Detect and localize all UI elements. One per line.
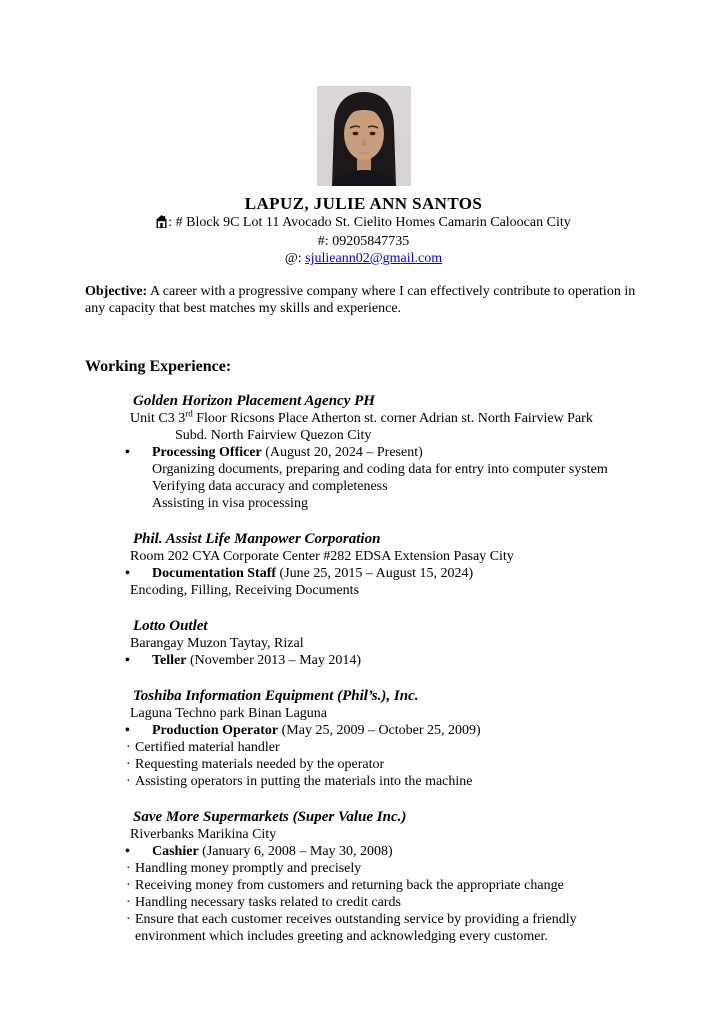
job-role-line (125, 843, 642, 860)
role-period: (August 20, 2024 – Present) (261, 445, 423, 460)
phone-number: 09205847735 (332, 234, 410, 249)
address-line (85, 214, 642, 233)
objective-paragraph (85, 283, 642, 317)
address-prefix: : (168, 215, 173, 230)
bullet-icon (125, 722, 152, 739)
job-section-toshiba (85, 687, 642, 790)
job-section-lotto-outlet (85, 617, 642, 669)
company-address: Barangay Muzon Taytay, Rizal (130, 636, 304, 651)
dot-icon (126, 773, 135, 790)
full-name: LAPUZ, JULIE ANN SANTOS (244, 194, 483, 213)
company-address: Unit C3 3rd Floor Ricsons Place Atherton st. corner Adrian st. North Fairview Park (130, 408, 593, 426)
phone-line (85, 233, 642, 250)
dot-icon (126, 739, 135, 756)
ordinal-superscript: rd (185, 408, 193, 419)
job-section-golden-horizon (85, 392, 642, 512)
sub-bullet-line: ·Receiving money from customers and returning back the appropriate change (85, 877, 642, 894)
dot-icon (126, 911, 135, 928)
role-title: Teller (152, 653, 187, 668)
bullet-icon (125, 652, 152, 669)
objective-label: Objective: (85, 284, 148, 299)
email-link[interactable]: sjulieann02@gmail.com (305, 251, 443, 266)
email-icon: @: (284, 251, 302, 266)
role-period: (November 2013 – May 2014) (186, 653, 362, 668)
role-period: (June 25, 2015 – August 15, 2024) (276, 566, 474, 581)
sub-bullet-line: ·Handling money promptly and precisely (85, 860, 642, 877)
bullet-icon (125, 565, 152, 582)
company-address: Laguna Techno park Binan Laguna (130, 706, 328, 721)
dot-icon (126, 756, 135, 773)
company-name: Save More Supermarkets (Super Value Inc.) (133, 809, 407, 825)
portrait-photo (317, 86, 411, 186)
company-address: Riverbanks Marikina City (130, 827, 277, 842)
sub-bullet-line: ·Assisting operators in putting the materials into the machine (85, 773, 642, 790)
job-role-line (125, 722, 642, 739)
duty-line: Verifying data accuracy and completeness (152, 479, 388, 494)
bullet-icon (125, 843, 152, 860)
working-experience-heading: Working Experience: (85, 358, 232, 375)
dot-icon (126, 894, 135, 911)
company-address-line2: Subd. North Fairview Quezon City (175, 428, 372, 443)
role-title: Cashier (152, 844, 199, 859)
job-role-line (125, 565, 642, 582)
role-title: Documentation Staff (152, 566, 277, 581)
company-name: Golden Horizon Placement Agency PH (133, 393, 375, 409)
company-address: Room 202 CYA Corporate Center #282 EDSA Extension Pasay City (130, 549, 514, 564)
role-period: (May 25, 2009 – October 25, 2009) (278, 723, 481, 738)
email-line (85, 250, 642, 267)
house-icon (156, 215, 167, 233)
duty-line: Encoding, Filling, Receiving Documents (130, 583, 360, 598)
role-period: (January 6, 2008 – May 30, 2008) (198, 844, 393, 859)
duty-line: Organizing documents, preparing and coding data for entry into computer system (152, 462, 608, 477)
objective-text: A career with a progressive company where I can effectively contribute to operation in any capacity that best matches my skills and experience. (85, 284, 636, 316)
company-name: Phil. Assist Life Manpower Corporation (133, 531, 381, 547)
dot-icon (126, 860, 135, 877)
sub-bullet-line: ·Ensure that each customer receives outstanding service by providing a friendly environment which includes greeting and acknowledging every customer. (85, 911, 642, 945)
sub-bullet-line: ·Requesting materials needed by the operator (85, 756, 642, 773)
phone-icon: #: (317, 234, 329, 249)
company-name: Toshiba Information Equipment (Phil’s.), Inc. (133, 688, 419, 704)
job-section-save-more (85, 808, 642, 945)
company-name: Lotto Outlet (133, 618, 208, 634)
duty-line: Assisting in visa processing (152, 496, 308, 511)
role-title: Production Operator (152, 723, 279, 738)
sub-bullet-line: ·Certified material handler (85, 739, 642, 756)
dot-icon (126, 877, 135, 894)
address-text: # Block 9C Lot 11 Avocado St. Cielito Homes Camarin Caloocan City (175, 215, 571, 230)
bullet-icon (125, 444, 152, 461)
role-title: Processing Officer (152, 445, 262, 460)
sub-bullet-line: ·Handling necessary tasks related to credit cards (85, 894, 642, 911)
job-role-line (125, 652, 642, 669)
job-role-line (125, 444, 642, 461)
job-section-phil-assist (85, 530, 642, 599)
